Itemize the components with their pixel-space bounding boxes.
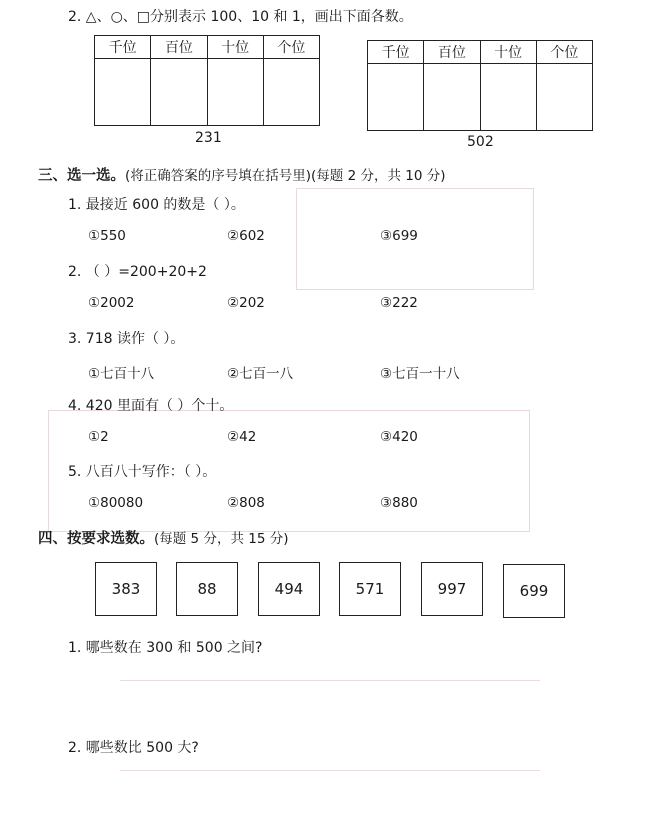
number-card-494: 494	[258, 562, 320, 616]
mc-option-3c[interactable]: ③七百一十八	[380, 366, 460, 382]
mc-option-5a[interactable]: ①80080	[88, 495, 144, 511]
number-card-699: 699	[503, 564, 565, 618]
mc-option-1a[interactable]: ①550	[88, 228, 126, 244]
number-card-571: 571	[339, 562, 401, 616]
drawing-cell-hundreds[interactable]	[151, 59, 207, 126]
mc-option-1c[interactable]: ③699	[380, 228, 418, 244]
drawing-cell-hundreds[interactable]	[424, 64, 480, 131]
q2-prompt: 2. △、○、□分别表示 100、10 和 1，画出下面各数。	[68, 9, 413, 25]
drawing-cell-tens[interactable]	[207, 59, 263, 126]
number-card-383: 383	[95, 562, 157, 616]
mc-option-5c[interactable]: ③880	[380, 495, 418, 511]
drawing-cell-thousands[interactable]	[368, 64, 424, 131]
section4-title: 四、按要求选数。	[38, 531, 154, 547]
mc-option-4c[interactable]: ③420	[380, 429, 418, 445]
mc-option-2a[interactable]: ①2002	[88, 295, 135, 311]
select-question-1: 1. 哪些数在 300 和 500 之间?	[68, 640, 263, 656]
mc-option-2c[interactable]: ③222	[380, 295, 418, 311]
header-hundreds: 百位	[424, 41, 480, 64]
header-tens: 十位	[207, 36, 263, 59]
mc-option-3b[interactable]: ②七百一八	[227, 366, 294, 382]
drawing-cell-thousands[interactable]	[95, 59, 151, 126]
place-value-chart-231	[94, 35, 320, 126]
mc-question-4: 4. 420 里面有（ ）个十。	[68, 398, 234, 414]
mc-option-4a[interactable]: ①2	[88, 429, 109, 445]
mc-question-5: 5. 八百八十写作：（ ）。	[68, 464, 217, 480]
number-card-88: 88	[176, 562, 238, 616]
header-thousands: 千位	[95, 36, 151, 59]
place-value-chart-502	[367, 40, 593, 131]
mc-option-5b[interactable]: ②808	[227, 495, 265, 511]
number-label-231: 231	[195, 130, 222, 146]
header-ones: 个位	[536, 41, 592, 64]
drawing-cell-ones[interactable]	[263, 59, 319, 126]
mc-option-2b[interactable]: ②202	[227, 295, 265, 311]
header-tens: 十位	[480, 41, 536, 64]
mc-question-3: 3. 718 读作（ ）。	[68, 331, 185, 347]
bleed-through-number-line	[120, 680, 540, 681]
header-thousands: 千位	[368, 41, 424, 64]
section3-title: 三、选一选。	[38, 168, 125, 184]
mc-option-4b[interactable]: ②42	[227, 429, 257, 445]
header-ones: 个位	[263, 36, 319, 59]
mc-option-3a[interactable]: ①七百十八	[88, 366, 155, 382]
section4-heading	[38, 527, 288, 548]
mc-option-1b[interactable]: ②602	[227, 228, 265, 244]
section3-heading	[38, 164, 446, 185]
mc-question-2: 2. （ ）=200+20+2	[68, 264, 207, 280]
drawing-cell-ones[interactable]	[536, 64, 592, 131]
number-label-502: 502	[467, 134, 494, 150]
section4-note: (每题 5 分，共 15 分)	[154, 531, 289, 547]
mc-question-1: 1. 最接近 600 的数是（ ）。	[68, 197, 245, 213]
header-hundreds: 百位	[151, 36, 207, 59]
number-card-997: 997	[421, 562, 483, 616]
section3-note: (将正确答案的序号填在括号里)(每题 2 分，共 10 分)	[125, 168, 446, 184]
select-question-2: 2. 哪些数比 500 大?	[68, 740, 199, 756]
bleed-through-number-line	[120, 770, 540, 771]
drawing-cell-tens[interactable]	[480, 64, 536, 131]
